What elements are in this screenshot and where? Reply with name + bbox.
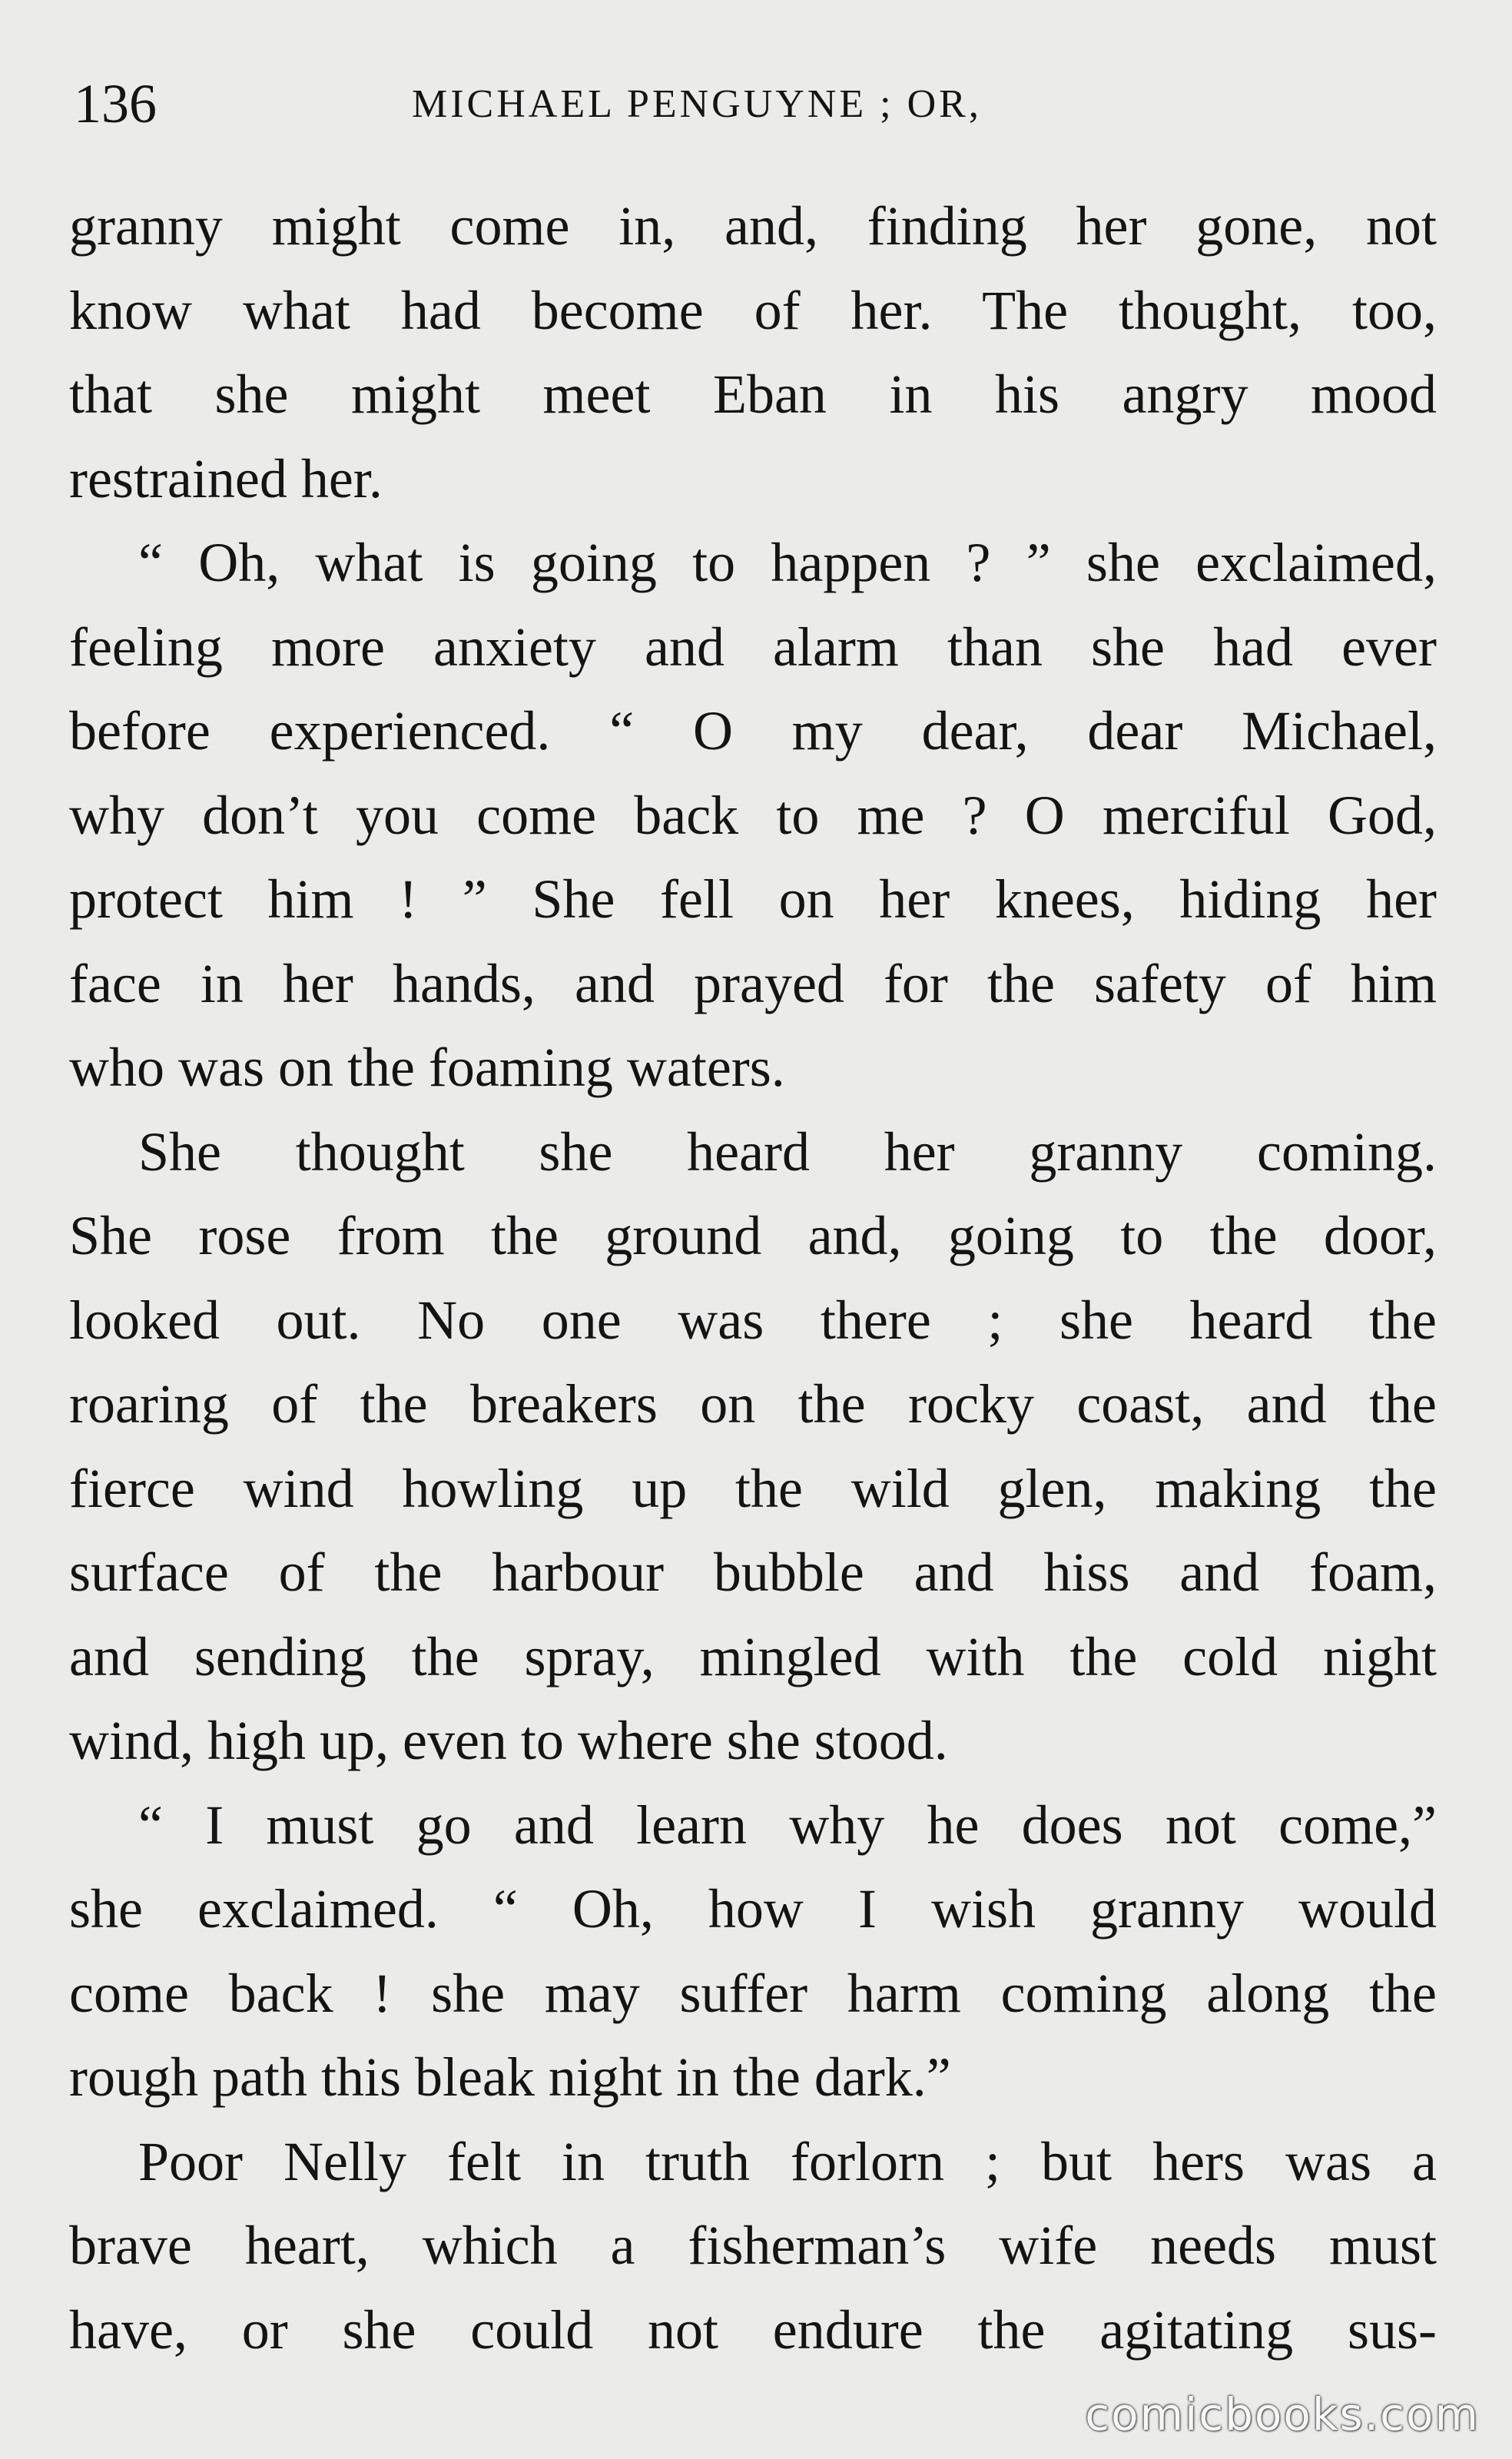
- watermark: comicbooks.com: [1085, 2388, 1480, 2441]
- text-line: face in her hands, and prayed for the safety of him: [69, 952, 1437, 1014]
- text-line: protect him ! ” She fell on her knees, hiding her: [69, 868, 1437, 930]
- paragraph-3: [69, 1110, 1437, 1784]
- text-line: why don’t you come back to me ? O merciful God,: [69, 784, 1437, 846]
- text-line: brave heart, which a fisherman’s wife needs must: [69, 2215, 1437, 2276]
- text-line: granny might come in, and, finding her gone, not: [69, 195, 1437, 257]
- page-number: 136: [74, 73, 157, 134]
- running-head: [74, 69, 1441, 138]
- text-line: have, or she could not endure the agitating sus-: [69, 2298, 1437, 2361]
- text-line: She thought she heard her granny coming.: [138, 1120, 1437, 1183]
- text-line: know what had become of her. The thought, too,: [69, 279, 1437, 341]
- text-line: rough path this bleak night in the dark.”: [69, 2046, 951, 2108]
- text-line: restrained her.: [69, 447, 383, 509]
- text-line: who was on the foaming waters.: [69, 1037, 785, 1098]
- paragraph-5: [69, 2120, 1437, 2373]
- running-title: MICHAEL PENGUYNE ; OR,: [412, 82, 982, 126]
- paragraph-4: [69, 1784, 1437, 2120]
- text-line: she exclaimed. “ Oh, how I wish granny would: [69, 1878, 1437, 1940]
- text-line: Poor Nelly felt in truth forlorn ; but hers was a: [138, 2130, 1437, 2192]
- text-line: fierce wind howling up the wild glen, making the: [69, 1457, 1437, 1519]
- text-line: before experienced. “ O my dear, dear Michael,: [69, 700, 1437, 762]
- paragraph-2: [69, 521, 1437, 1110]
- text-line: “ Oh, what is going to happen ? ” she exclaimed,: [138, 532, 1437, 593]
- body-text: [69, 184, 1437, 2372]
- paragraph-1: [69, 184, 1437, 521]
- text-line: come back ! she may suffer harm coming along the: [69, 1962, 1437, 2024]
- text-line: surface of the harbour bubble and hiss and foam,: [69, 1541, 1437, 1603]
- text-line: She rose from the ground and, going to the door,: [69, 1205, 1437, 1266]
- text-line: roaring of the breakers on the rocky coast, and the: [69, 1373, 1437, 1435]
- text-line: and sending the spray, mingled with the cold night: [69, 1625, 1437, 1687]
- text-line: feeling more anxiety and alarm than she had ever: [69, 616, 1437, 678]
- text-line: “ I must go and learn why he does not come,”: [138, 1794, 1437, 1856]
- text-line: wind, high up, even to where she stood.: [69, 1710, 948, 1771]
- text-line: looked out. No one was there ; she heard the: [69, 1289, 1437, 1351]
- text-line: that she might meet Eban in his angry mood: [69, 363, 1437, 425]
